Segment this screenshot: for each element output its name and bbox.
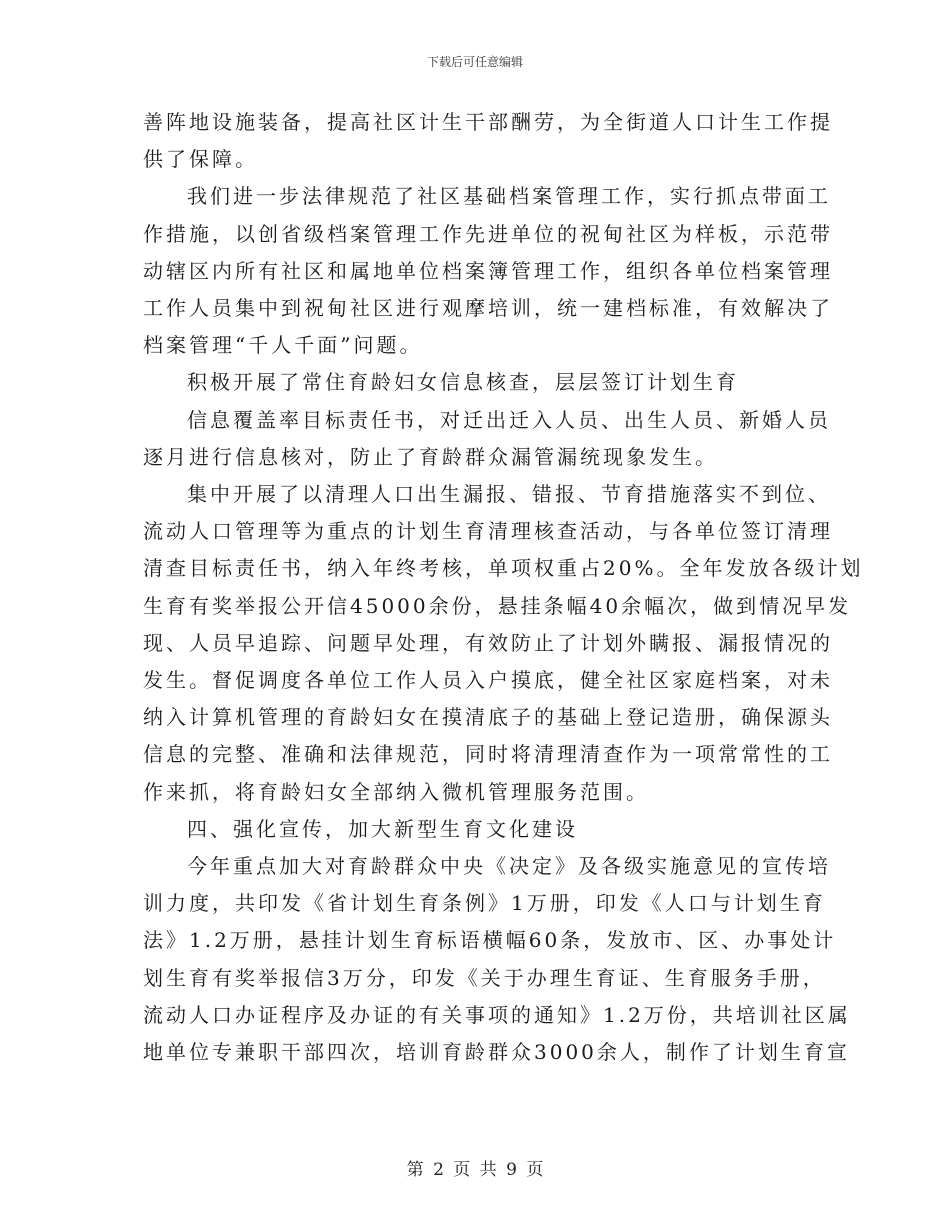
text-line: 积极开展了常住育龄妇女信息核查，层层签订计划生育 [187,370,739,395]
text-line: 档案管理“千人千面”问题。 [143,333,423,358]
paragraph [143,402,831,476]
text-line: 逐月进行信息核对，防止了育龄群众漏管漏统现象发生。 [143,444,718,469]
text-line: 供了保障。 [143,147,258,172]
page-header: 下载后可任意编辑 [426,55,523,69]
text-line: 四、强化宣传，加大新型生育文化建设 [187,816,578,841]
text-line: 纳入计算机管理的育龄妇女在摸清底子的基础上登记造册，确保源头 [143,705,833,730]
text-line: 动辖区内所有社区和属地单位档案簿管理工作，组织各单位档案管理 [143,258,833,283]
text-line: 训力度，共印发《省计划生育条例》1万册，印发《人口与计划生育 [143,891,826,916]
text-line: 信息覆盖率目标责任书，对迁出迁入人员、出生人员、新婚人员 [187,407,831,432]
text-line: 清查目标责任书，纳入年终考核，单项权重占20%。全年发放各级计划 [143,556,864,581]
text-line: 发生。督促调度各单位工作人员入户摸底，健全社区家庭档案，对未 [143,668,833,693]
text-line: 划生育有奖举报信3万分，印发《关于办理生育证、生育服务手册， [143,965,826,990]
text-line: 流动人口办证程序及办证的有关事项的通知》1.2万份，共培训社区属 [143,1002,851,1027]
section-heading [143,811,807,848]
text-line: 集中开展了以清理人口出生漏报、错报、节育措施落实不到位、 [187,482,831,507]
text-line: 今年重点加大对育龄群众中央《决定》及各级实施意见的宣传培 [187,854,831,879]
text-line: 生育有奖举报公开信45000余份，悬挂条幅40余幅次，做到情况早发 [143,593,852,618]
paragraph [143,104,833,178]
text-line: 我们进一步法律规范了社区基础档案管理工作，实行抓点带面工 [187,184,831,209]
text-line: 信息的完整、准确和法律规范，同时将清理清查作为一项常常性的工 [143,742,833,767]
text-line: 作措施，以创省级档案管理工作先进单位的祝甸社区为样板，示范带 [143,221,833,246]
text-line: 现、人员早追踪、问题早处理，有效防止了计划外瞒报、漏报情况的 [143,630,833,655]
text-line: 法》1.2万册，悬挂计划生育标语横幅60条，发放市、区、办事处计 [143,928,837,953]
text-line: 善阵地设施装备，提高社区计生干部酬劳，为全街道人口计生工作提 [143,110,833,134]
paragraph [143,178,833,364]
text-line: 地单位专兼职干部四次，培训育龄群众3000余人，制作了计划生育宣 [143,1040,850,1065]
text-line: 工作人员集中到祝甸社区进行观摩培训，统一建档标准，有效解决了 [143,296,833,321]
paragraph [143,476,864,811]
text-line: 作来抓，将育龄妇女全部纳入微机管理服务范围。 [143,779,649,804]
document-body [143,104,864,1071]
paragraph [143,848,851,1071]
paragraph [143,364,807,401]
page-number: 第 2 页 共 9 页 [406,1160,544,1180]
text-line: 流动人口管理等为重点的计划生育清理核查活动，与各单位签订清理 [143,519,833,544]
